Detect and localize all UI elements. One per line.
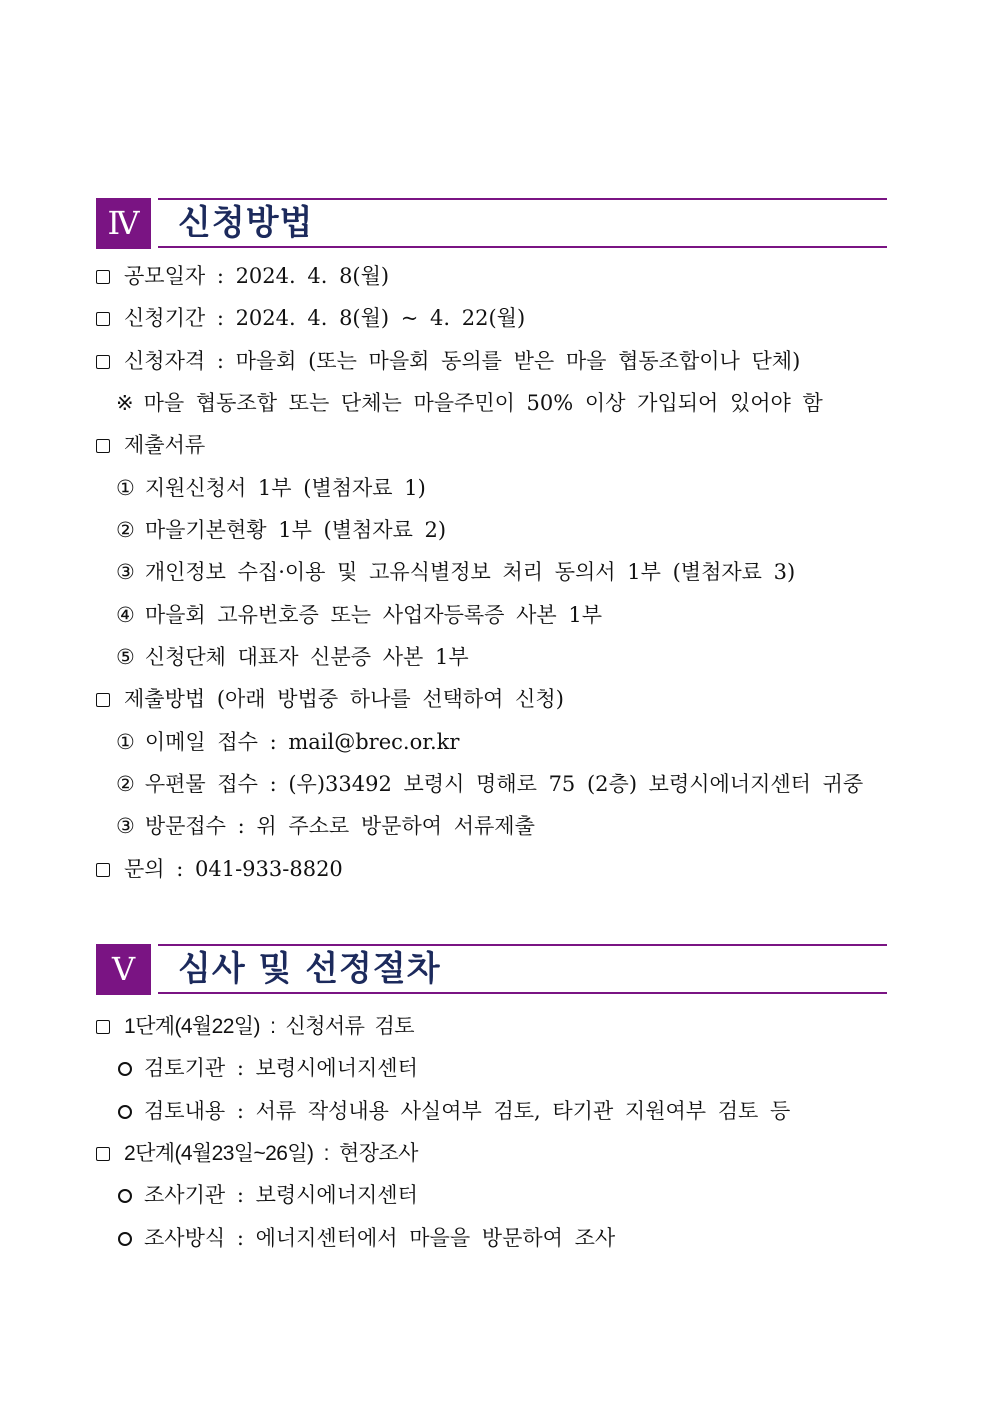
section-4-header [96, 198, 887, 250]
number-mark: ④ [116, 603, 135, 627]
item-text: 개인정보 수집·이용 및 고유식별정보 처리 동의서 1부 (별첨자료 3) [144, 560, 796, 584]
number-mark: ⑤ [116, 645, 135, 669]
section-4-numeral: Ⅳ [96, 198, 151, 249]
circle-bullet-icon [118, 1105, 132, 1119]
checkbox-item [96, 261, 389, 291]
checkbox-square-icon [96, 863, 110, 877]
circle-bullet-icon [118, 1189, 132, 1203]
item-text: 신청단체 대표자 신분증 사본 1부 [144, 645, 469, 669]
circle-item [116, 1053, 418, 1083]
stage-2-item [96, 1138, 418, 1168]
checkbox-item [96, 346, 800, 376]
section-5-title: 심사 및 선정절차 [178, 949, 441, 989]
checkbox-square-icon [96, 270, 110, 284]
item-text: 신청기간 : 2024. 4. 8(월) ~ 4. 22(월) [124, 306, 526, 330]
numbered-item [116, 557, 795, 587]
checkbox-square-icon [96, 1020, 110, 1034]
item-text: 문의 : 041-933-8820 [124, 857, 343, 881]
numbered-item [116, 600, 602, 630]
number-mark: ③ [116, 814, 135, 838]
section-5-numeral: Ⅴ [96, 944, 151, 995]
title-rule-bottom [158, 246, 887, 248]
item-text: 마을기본현황 1부 (별첨자료 2) [144, 518, 447, 542]
numbered-item [116, 642, 469, 672]
number-mark: ① [116, 730, 135, 754]
numbered-item [116, 515, 446, 545]
numbered-item [116, 811, 535, 841]
title-rule-top [158, 198, 887, 200]
number-mark: ① [116, 476, 135, 500]
item-text: 우편물 접수 : (우)33492 보령시 명해로 75 (2층) 보령시에너지센터 귀중 [144, 772, 864, 796]
numbered-item [116, 769, 863, 799]
checkbox-item [96, 854, 343, 884]
circle-item [116, 1223, 615, 1253]
checkbox-square-icon [96, 355, 110, 369]
item-text: 공모일자 : 2024. 4. 8(월) [124, 264, 390, 288]
item-text: 2단계(4월23일~26일) : 현장조사 [124, 1142, 418, 1165]
numbered-item [116, 473, 426, 503]
numbered-item [116, 727, 459, 757]
checkbox-square-icon [96, 1147, 110, 1161]
circle-bullet-icon [118, 1232, 132, 1246]
number-mark: ③ [116, 560, 135, 584]
item-text: 1단계(4월22일) : 신청서류 검토 [124, 1015, 414, 1038]
item-text: 제출방법 (아래 방법중 하나를 선택하여 신청) [124, 687, 564, 711]
item-text: 검토기관 : 보령시에너지센터 [144, 1056, 418, 1080]
circle-item [116, 1096, 790, 1126]
item-text: 이메일 접수 : mail@brec.or.kr [144, 730, 460, 754]
number-mark: ② [116, 518, 135, 542]
item-text: 조사방식 : 에너지센터에서 마을을 방문하여 조사 [144, 1226, 616, 1250]
checkbox-square-icon [96, 693, 110, 707]
number-mark: ② [116, 772, 135, 796]
stage-1-item [96, 1011, 414, 1041]
item-text: 마을 협동조합 또는 단체는 마을주민이 50% 이상 가입되어 있어야 함 [143, 391, 823, 415]
title-rule-top [158, 944, 887, 946]
circle-bullet-icon [118, 1062, 132, 1076]
checkbox-item [96, 303, 525, 333]
circle-item [116, 1180, 418, 1210]
section-4-title: 신청방법 [178, 203, 314, 243]
item-text: 검토내용 : 서류 작성내용 사실여부 검토, 타기관 지원여부 검토 등 [144, 1099, 791, 1123]
item-text: 마을회 고유번호증 또는 사업자등록증 사본 1부 [144, 603, 602, 627]
note-mark: ※ [116, 391, 134, 415]
item-text: 조사기관 : 보령시에너지센터 [144, 1183, 418, 1207]
checkbox-item [96, 684, 564, 714]
item-text: 신청자격 : 마을회 (또는 마을회 동의를 받은 마을 협동조합이나 단체) [124, 349, 801, 373]
checkbox-square-icon [96, 312, 110, 326]
title-rule-bottom [158, 992, 887, 994]
checkbox-item [96, 430, 205, 460]
section-5-header [96, 944, 887, 996]
note-item [116, 388, 823, 418]
item-text: 지원신청서 1부 (별첨자료 1) [144, 476, 426, 500]
item-text: 방문접수 : 위 주소로 방문하여 서류제출 [144, 814, 535, 838]
item-text: 제출서류 [124, 433, 206, 457]
checkbox-square-icon [96, 439, 110, 453]
